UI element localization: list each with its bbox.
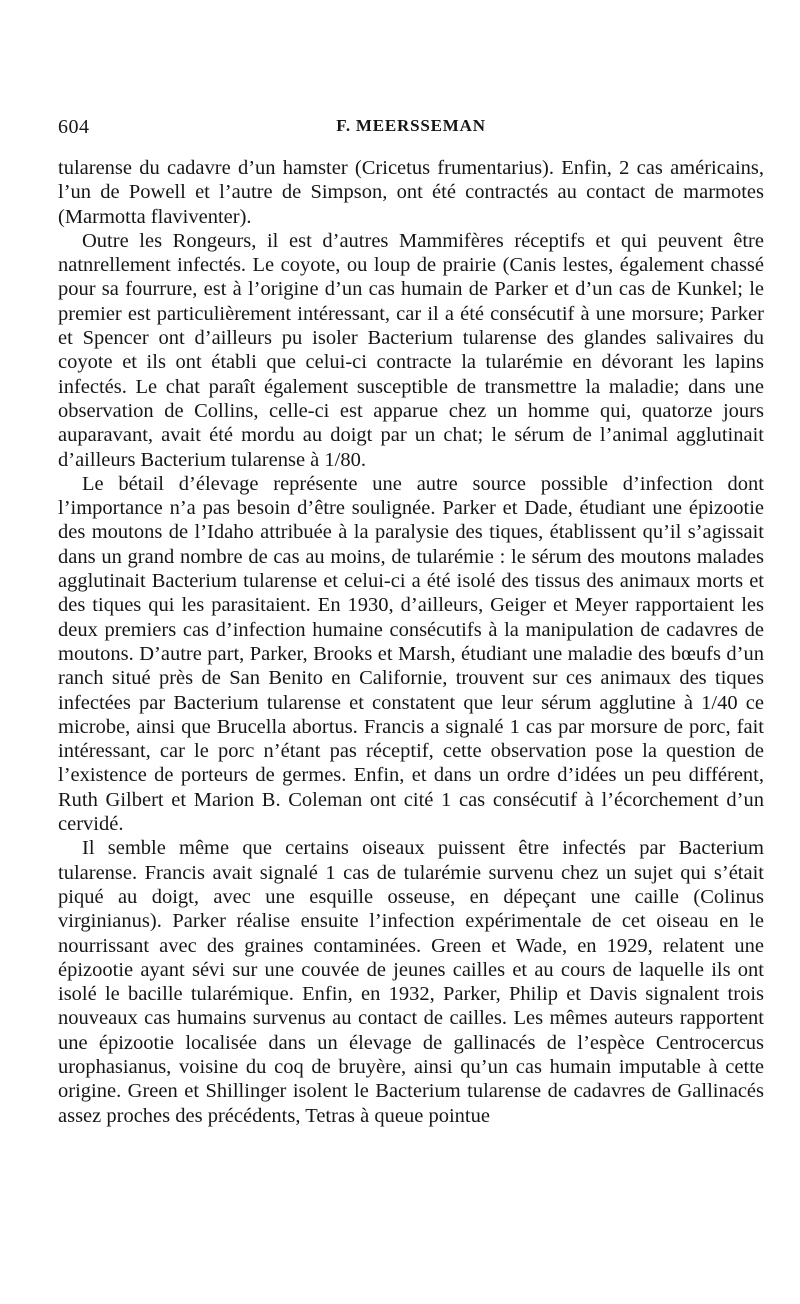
page-header bbox=[58, 112, 764, 142]
running-head-author: F. MEERSSEMAN bbox=[336, 116, 486, 135]
paragraph-mammals: Outre les Rongeurs, il est d’autres Mammifères réceptifs et qui peuvent être natnrellement infectés. Le coyote, ou loup de prairie (Canis lestes, également chassé pour sa fourrure, est à l’origine d’un cas humain de Parker et d’un cas de Kunkel; le premier est particulièrement intéressant, car il a été consécutif à une morsure; Parker et Spencer ont d’ailleurs pu isoler Bacterium tularense des glandes salivaires du coyote et ils ont établi que celui-ci contracte la tularémie en dévorant les lapins infectés. Le chat paraît également susceptible de transmettre la maladie; dans une observation de Collins, celle-ci est apparue chez un homme qui, quatorze jours auparavant, avait été mordu au doigt par un chat; le sérum de l’animal agglutinait d’ailleurs Bacterium tularense à 1/80. bbox=[58, 229, 764, 471]
paragraph-livestock: Le bétail d’élevage représente une autre source possible d’infection dont l’importance n’a pas besoin d’être soulignée. Parker et Dade, étudiant une épizootie des moutons de l’Idaho attribuée à la paralysie des tiques, établissent qu’il s’agissait dans un grand nombre de cas au moins, de tularémie : le sérum des moutons malades agglutinait Bacterium tularense et celui-ci a été isolé des tissus des animaux morts et des tiques qui les parasitaient. En 1930, d’ailleurs, Geiger et Meyer rapportaient les deux premiers cas d’infection humaine consécutifs à la manipulation de cadavres de moutons. D’autre part, Parker, Brooks et Marsh, étudiant une maladie des bœufs d’un ranch situé près de San Benito en Californie, trouvent sur ces animaux des tiques infectées par Bacterium tularense et constatent que leur sérum agglutine à 1/40 ce microbe, ainsi que Brucella abortus. Francis a signalé 1 cas par morsure de porc, fait intéressant, car le porc n’étant pas réceptif, cette observation pose la question de l’existence de porteurs de germes. Enfin, et dans un ordre d’idées un peu différent, Ruth Gilbert et Marion B. Coleman ont cité 1 cas consécutif à l’écorchement d’un cervidé. bbox=[58, 472, 764, 836]
body-text bbox=[58, 156, 764, 1128]
page-number: 604 bbox=[58, 116, 90, 138]
paragraph-birds: Il semble même que certains oiseaux puissent être infectés par Bacterium tularense. Francis avait signalé 1 cas de tularémie survenu chez un sujet qui s’était piqué au doigt, avec une esquille osseuse, en dépeçant une caille (Colinus virginianus). Parker réalise ensuite l’infection expérimentale de cet oiseau en le nourrissant avec des graines contaminées. Green et Wade, en 1929, relatent une épizootie ayant sévi sur une couvée de jeunes cailles et au cours de laquelle ils ont isolé le bacille tularémique. Enfin, en 1932, Parker, Philip et Davis signalent trois nouveaux cas humains survenus au contact de cailles. Les mêmes auteurs rapportent une épizootie localisée dans un élevage de gallinacés de l’espèce Centrocercus urophasianus, voisine du coq de bruyère, ainsi qu’un cas humain imputable à cette origine. Green et Shillinger isolent le Bacterium tularense de cadavres de Gallinacés assez proches des précédents, Tetras à queue pointue bbox=[58, 837, 764, 1127]
paragraph-continuation: tularense du cadavre d’un hamster (Cricetus frumentarius). Enfin, 2 cas américains, l’un de Powell et l’autre de Simpson, ont été contractés au contact de marmotes (Marmotta flaviventer). bbox=[58, 157, 764, 228]
document-page bbox=[58, 112, 764, 1128]
